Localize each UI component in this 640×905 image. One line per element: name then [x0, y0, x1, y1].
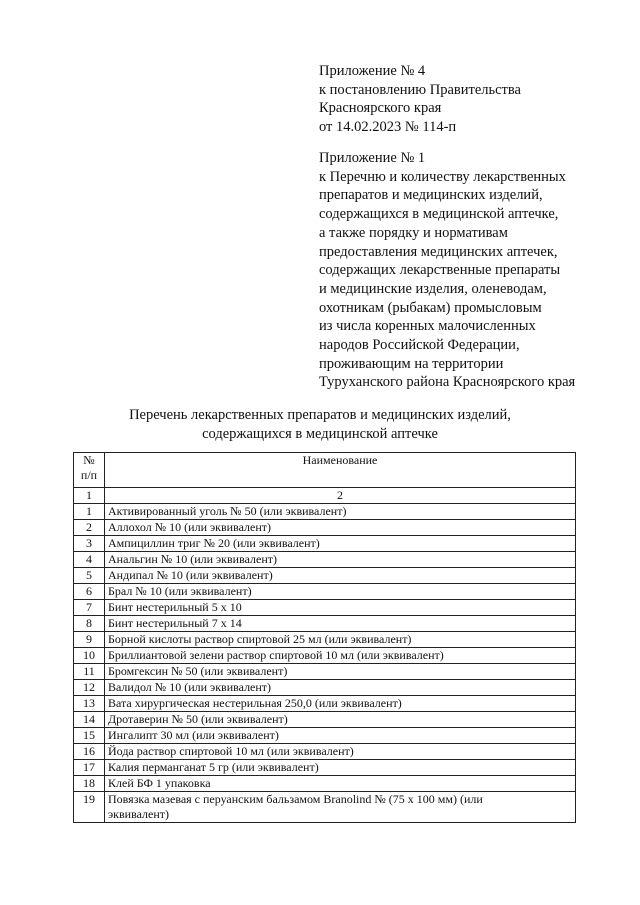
- header-number-line: №: [83, 453, 95, 467]
- appendix-1-line: Туруханского района Красноярского края: [319, 374, 576, 391]
- row-number: 3: [74, 536, 105, 552]
- row-number: 9: [74, 632, 105, 648]
- table-row: [74, 616, 576, 632]
- table-row: [74, 712, 576, 728]
- row-number: 13: [74, 696, 105, 712]
- document-title-line: содержащихся в медицинской аптечке: [202, 425, 438, 442]
- appendix-4-line: к постановлению Правительства: [319, 81, 521, 98]
- appendix-1-line: из числа коренных малочисленных: [319, 318, 536, 335]
- table-row: [74, 552, 576, 568]
- appendix-4-block: [319, 62, 521, 136]
- row-name: Анальгин № 10 (или эквивалент): [105, 552, 576, 568]
- row-number: 6: [74, 584, 105, 600]
- appendix-1-line: проживающим на территории: [319, 355, 504, 372]
- row-number: 1: [74, 504, 105, 520]
- table-row: [74, 744, 576, 760]
- table-row: [74, 680, 576, 696]
- row-name: Валидол № 10 (или эквивалент): [105, 680, 576, 696]
- header-number-cell: [74, 453, 105, 488]
- table-row: [74, 696, 576, 712]
- appendix-1-line: охотникам (рыбакам) промысловым: [319, 299, 542, 316]
- row-name: Аллохол № 10 (или эквивалент): [105, 520, 576, 536]
- row-name: Вата хирургическая нестерильная 250,0 (или эквивалент): [105, 696, 576, 712]
- row-name: Клей БФ 1 упаковка: [105, 776, 576, 792]
- header-number-line: п/п: [80, 468, 98, 482]
- row-name: Бинт нестерильный 5 х 10: [105, 600, 576, 616]
- row-number: 5: [74, 568, 105, 584]
- row-name: Калия перманганат 5 гр (или эквивалент): [105, 760, 576, 776]
- row-number: 19: [74, 792, 105, 823]
- row-name: Активированный уголь № 50 (или эквивалент): [105, 504, 576, 520]
- row-name: Ампициллин триг № 20 (или эквивалент): [105, 536, 576, 552]
- appendix-1-line: а также порядку и нормативам: [319, 224, 508, 241]
- row-name: [105, 792, 576, 823]
- table-row: [74, 568, 576, 584]
- row-name-line: Повязка мазевая с перуанским бальзамом Branolind № (75 х 100 мм) (или: [108, 792, 483, 806]
- index-cell: 1: [74, 488, 105, 504]
- row-number: 18: [74, 776, 105, 792]
- row-name: Брал № 10 (или эквивалент): [105, 584, 576, 600]
- row-number: 15: [74, 728, 105, 744]
- appendix-4-line: Приложение № 4: [319, 63, 426, 79]
- header-name-cell: Наименование: [105, 453, 576, 488]
- table-row: [74, 632, 576, 648]
- table-row: [74, 584, 576, 600]
- index-cell: 2: [105, 488, 576, 504]
- appendix-1-line: Приложение № 1: [319, 150, 426, 166]
- row-number: 17: [74, 760, 105, 776]
- appendix-1-line: к Перечню и количеству лекарственных: [319, 168, 566, 185]
- row-name: Дротаверин № 50 (или эквивалент): [105, 712, 576, 728]
- table-row: [74, 600, 576, 616]
- row-name: Борной кислоты раствор спиртовой 25 мл (или эквивалент): [105, 632, 576, 648]
- table-row: [74, 504, 576, 520]
- appendix-1-block: [319, 149, 575, 392]
- table-row: [74, 648, 576, 664]
- appendix-1-line: содержащих лекарственные препараты: [319, 262, 561, 279]
- row-number: 10: [74, 648, 105, 664]
- table-row: [74, 520, 576, 536]
- appendix-1-line: содержащихся в медицинской аптечке,: [319, 206, 559, 223]
- row-number: 4: [74, 552, 105, 568]
- table-row: [74, 664, 576, 680]
- table-row: [74, 728, 576, 744]
- table-row: [74, 760, 576, 776]
- appendix-4-line: от 14.02.2023 № 114-п: [319, 118, 457, 135]
- appendix-1-line: и медицинские изделия, оленеводам,: [319, 280, 547, 297]
- table-header-row: [74, 453, 576, 488]
- row-name-line: эквивалент): [108, 807, 169, 821]
- appendix-4-line: Красноярского края: [319, 100, 442, 116]
- items-table: [73, 452, 576, 823]
- row-name: Бромгексин № 50 (или эквивалент): [105, 664, 576, 680]
- row-number: 2: [74, 520, 105, 536]
- appendix-1-line: предоставления медицинских аптечек,: [319, 243, 558, 260]
- document-title-line: Перечень лекарственных препаратов и медицинских изделий,: [129, 407, 511, 423]
- table-row: [74, 536, 576, 552]
- row-number: 7: [74, 600, 105, 616]
- table-row: [74, 792, 576, 823]
- row-number: 14: [74, 712, 105, 728]
- row-number: 11: [74, 664, 105, 680]
- appendix-1-line: препаратов и медицинских изделий,: [319, 187, 543, 204]
- row-name: Андипал № 10 (или эквивалент): [105, 568, 576, 584]
- row-number: 8: [74, 616, 105, 632]
- row-name: Бриллиантовой зелени раствор спиртовой 10 мл (или эквивалент): [105, 648, 576, 664]
- document-title: [0, 406, 640, 443]
- row-name: Бинт нестерильный 7 х 14: [105, 616, 576, 632]
- table-row: [74, 776, 576, 792]
- row-name: Йода раствор спиртовой 10 мл (или эквивалент): [105, 744, 576, 760]
- row-number: 12: [74, 680, 105, 696]
- table-index-row: [74, 488, 576, 504]
- row-number: 16: [74, 744, 105, 760]
- row-name: Ингалипт 30 мл (или эквивалент): [105, 728, 576, 744]
- appendix-1-line: народов Российской Федерации,: [319, 337, 520, 354]
